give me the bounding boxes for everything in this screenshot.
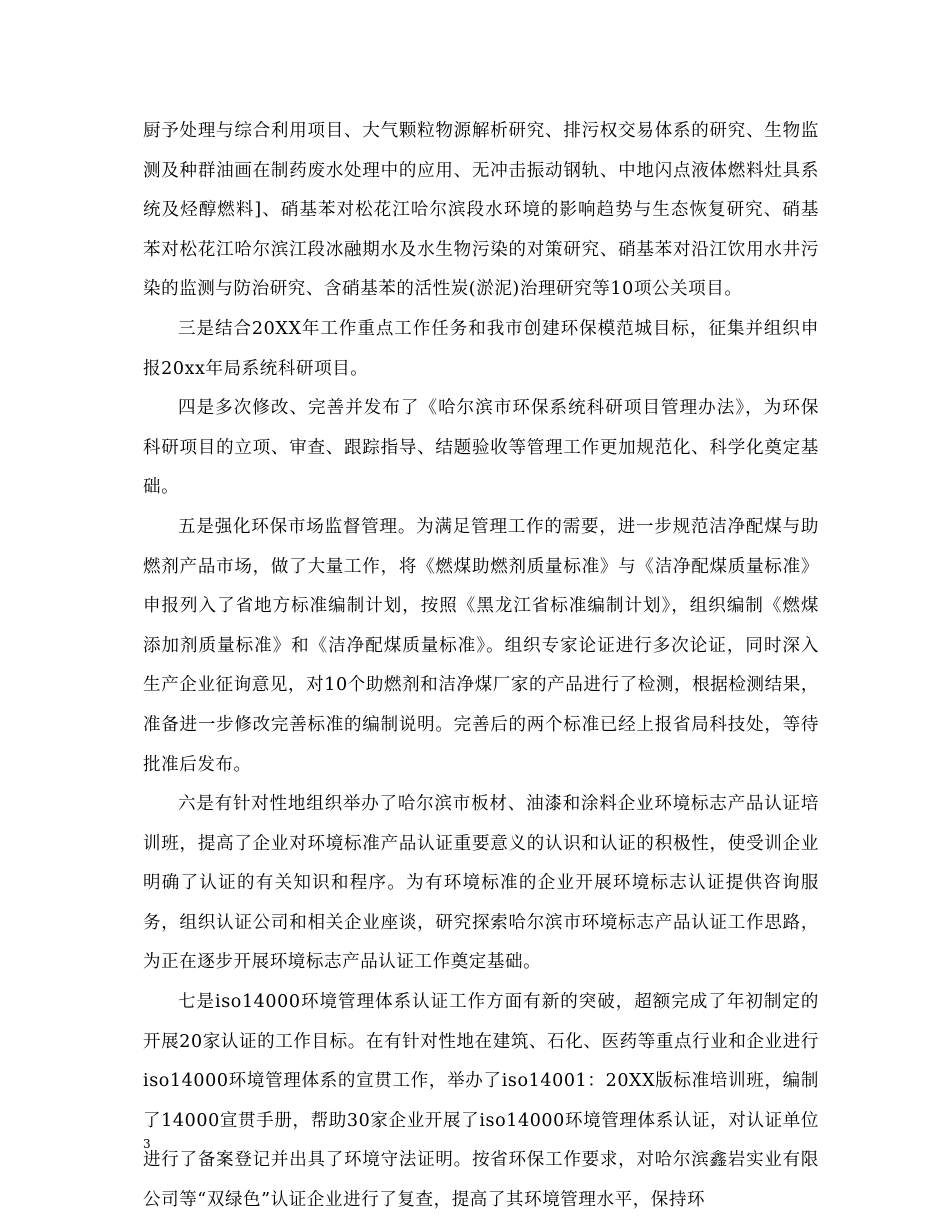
paragraph: 厨予处理与综合利用项目、大气颗粒物源解析研究、排污权交易体系的研究、生物监测及种群油画在制药废水处理中的应用、无冲击振动钢轨、中地闪点液体燃料灶具系统及烃醇燃料]、硝基苯对松花江哈尔滨段水环境的影响趋势与生态恢复研究、硝基苯对松花江哈尔滨江段冰融期水及水生物污染的对策研究、硝基苯对沿江饮用水井污染的监测与防治研究、含硝基苯的活性炭(淤泥)治理研究等10项公关项目。: [143, 121, 819, 300]
page-number: 3: [143, 1137, 151, 1151]
paragraph: 六是有针对性地组织举办了哈尔滨市板材、油漆和涂料企业环境标志产品认证培训班，提高了企业对环境标准产品认证重要意义的认识和认证的积极性，使受训企业明确了认证的有关知识和程序。为有环境标准的企业开展环境标志认证提供咨询服务，组织认证公司和相关企业座谈，研究探索哈尔滨市环境标志产品认证工作思路，为正在逐步开展环境标志产品认证工作奠定基础。: [143, 794, 819, 973]
paragraph: 三是结合20XX年工作重点工作任务和我市创建环保模范城目标，征集并组织申报20xx年局系统科研项目。: [143, 318, 819, 379]
paragraph: 七是iso14000环境管理体系认证工作方面有新的突破，超额完成了年初制定的开展20家认证的工作目标。在有针对性地在建筑、石化、医药等重点行业和企业进行iso14000环境管理体系的宣贯工作，举办了iso14001：20XX版标准培训班，编制了14000宣贯手册，帮助30家企业开展了iso14000环境管理体系认证，对认证单位进行了备案登记并出具了环境守法证明。按省环保工作要求，对哈尔滨鑫岩实业有限公司等“双绿色”认证企业进行了复查，提高了其环境管理水平，保持环: [143, 992, 819, 1211]
paragraph: 四是多次修改、完善并发布了《哈尔滨市环保系统科研项目管理办法》，为环保科研项目的立项、审查、跟踪指导、结题验收等管理工作更加规范化、科学化奠定基础。: [143, 398, 819, 498]
body-text: [143, 112, 819, 1221]
paragraph: 五是强化环保市场监督管理。为满足管理工作的需要，进一步规范洁净配煤与助燃剂产品市场，做了大量工作，将《燃煤助燃剂质量标准》与《洁净配煤质量标准》申报列入了省地方标准编制计划，按照《黑龙江省标准编制计划》，组织编制《燃煤添加剂质量标准》和《洁净配煤质量标准》。组织专家论证进行多次论证，同时深入生产企业征询意见，对10个助燃剂和洁净煤厂家的产品进行了检测，根据检测结果，准备进一步修改完善标准的编制说明。完善后的两个标准已经上报省局科技处，等待批准后发布。: [143, 516, 819, 775]
